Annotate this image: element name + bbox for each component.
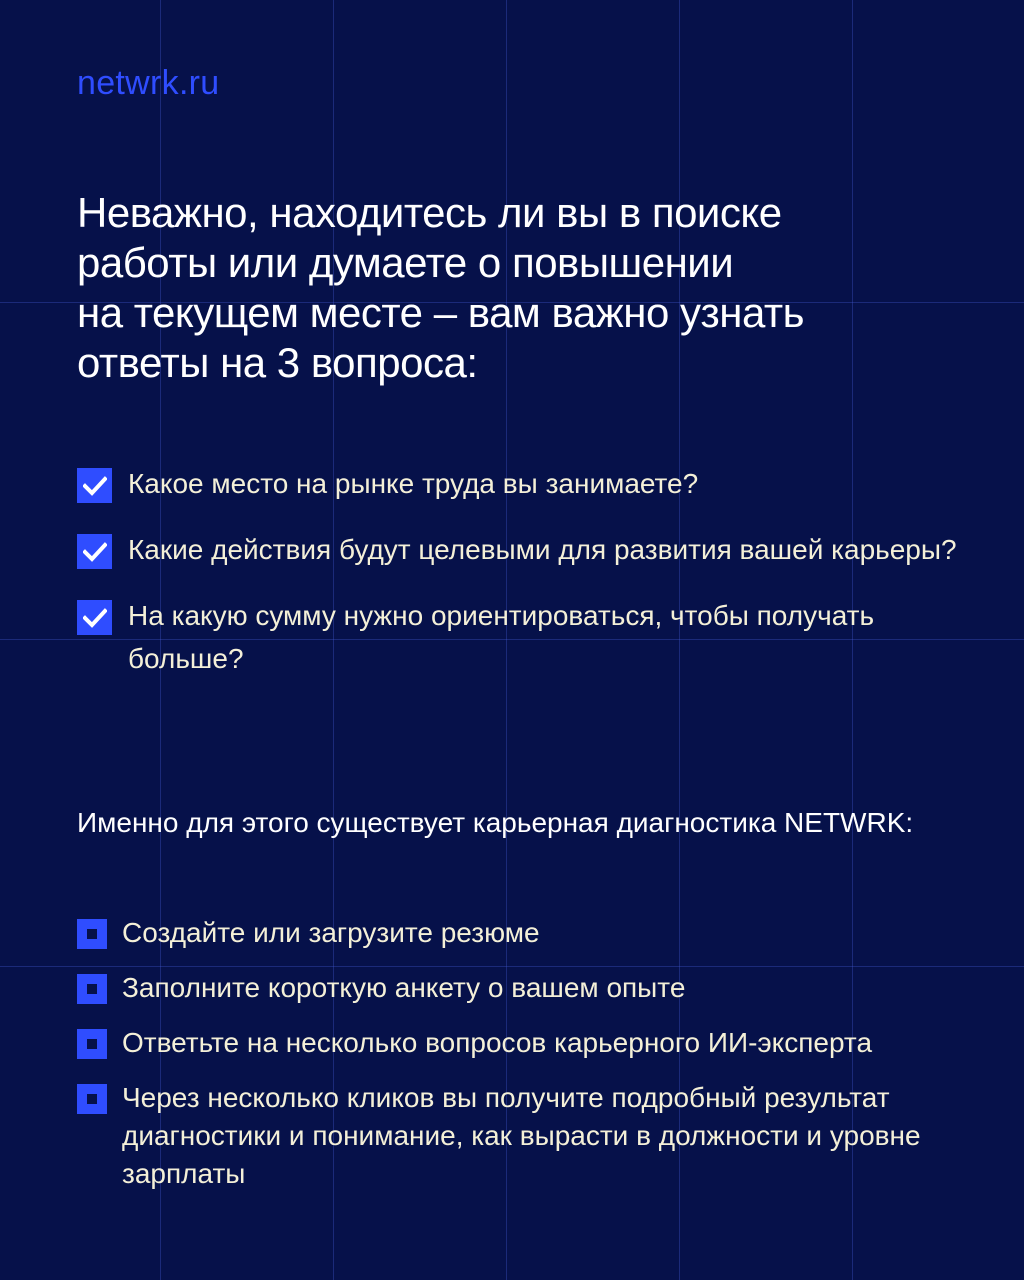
check-icon xyxy=(77,534,112,569)
questions-list xyxy=(77,462,957,680)
question-text: На какую сумму нужно ориентироваться, чтобы получать больше? xyxy=(128,600,875,674)
square-bullet-icon xyxy=(77,919,107,949)
list-item xyxy=(77,594,957,680)
brand-logo: netwrk.ru xyxy=(77,64,220,102)
headline-line: Неважно, находитесь ли вы в поиске xyxy=(77,189,782,236)
square-bullet-icon xyxy=(77,974,107,1004)
check-icon xyxy=(77,468,112,503)
intro-text: Именно для этого существует карьерная диагностика NETWRK: xyxy=(77,807,914,838)
step-text: Заполните короткую анкету о вашем опыте xyxy=(122,972,686,1003)
square-bullet-icon xyxy=(77,1084,107,1114)
headline xyxy=(77,188,937,388)
headline-line: работы или думаете о повышении xyxy=(77,239,734,286)
step-text: Создайте или загрузите резюме xyxy=(122,917,540,948)
headline-line: на текущем месте – вам важно узнать xyxy=(77,289,804,336)
list-item xyxy=(77,528,957,571)
list-item xyxy=(77,1079,957,1193)
list-item xyxy=(77,969,957,1007)
question-text: Какое место на рынке труда вы занимаете? xyxy=(128,468,699,499)
list-item xyxy=(77,462,957,505)
headline-line: ответы на 3 вопроса: xyxy=(77,339,478,386)
check-icon xyxy=(77,600,112,635)
steps-list xyxy=(77,914,957,1193)
list-item xyxy=(77,1024,957,1062)
step-text: Через несколько кликов вы получите подробный результат диагностики и понимание, как вырасти в должности и уровне зарплаты xyxy=(122,1082,921,1189)
question-text: Какие действия будут целевыми для развития вашей карьеры? xyxy=(128,534,957,565)
step-text: Ответьте на несколько вопросов карьерного ИИ-эксперта xyxy=(122,1027,873,1058)
list-item xyxy=(77,914,957,952)
square-bullet-icon xyxy=(77,1029,107,1059)
